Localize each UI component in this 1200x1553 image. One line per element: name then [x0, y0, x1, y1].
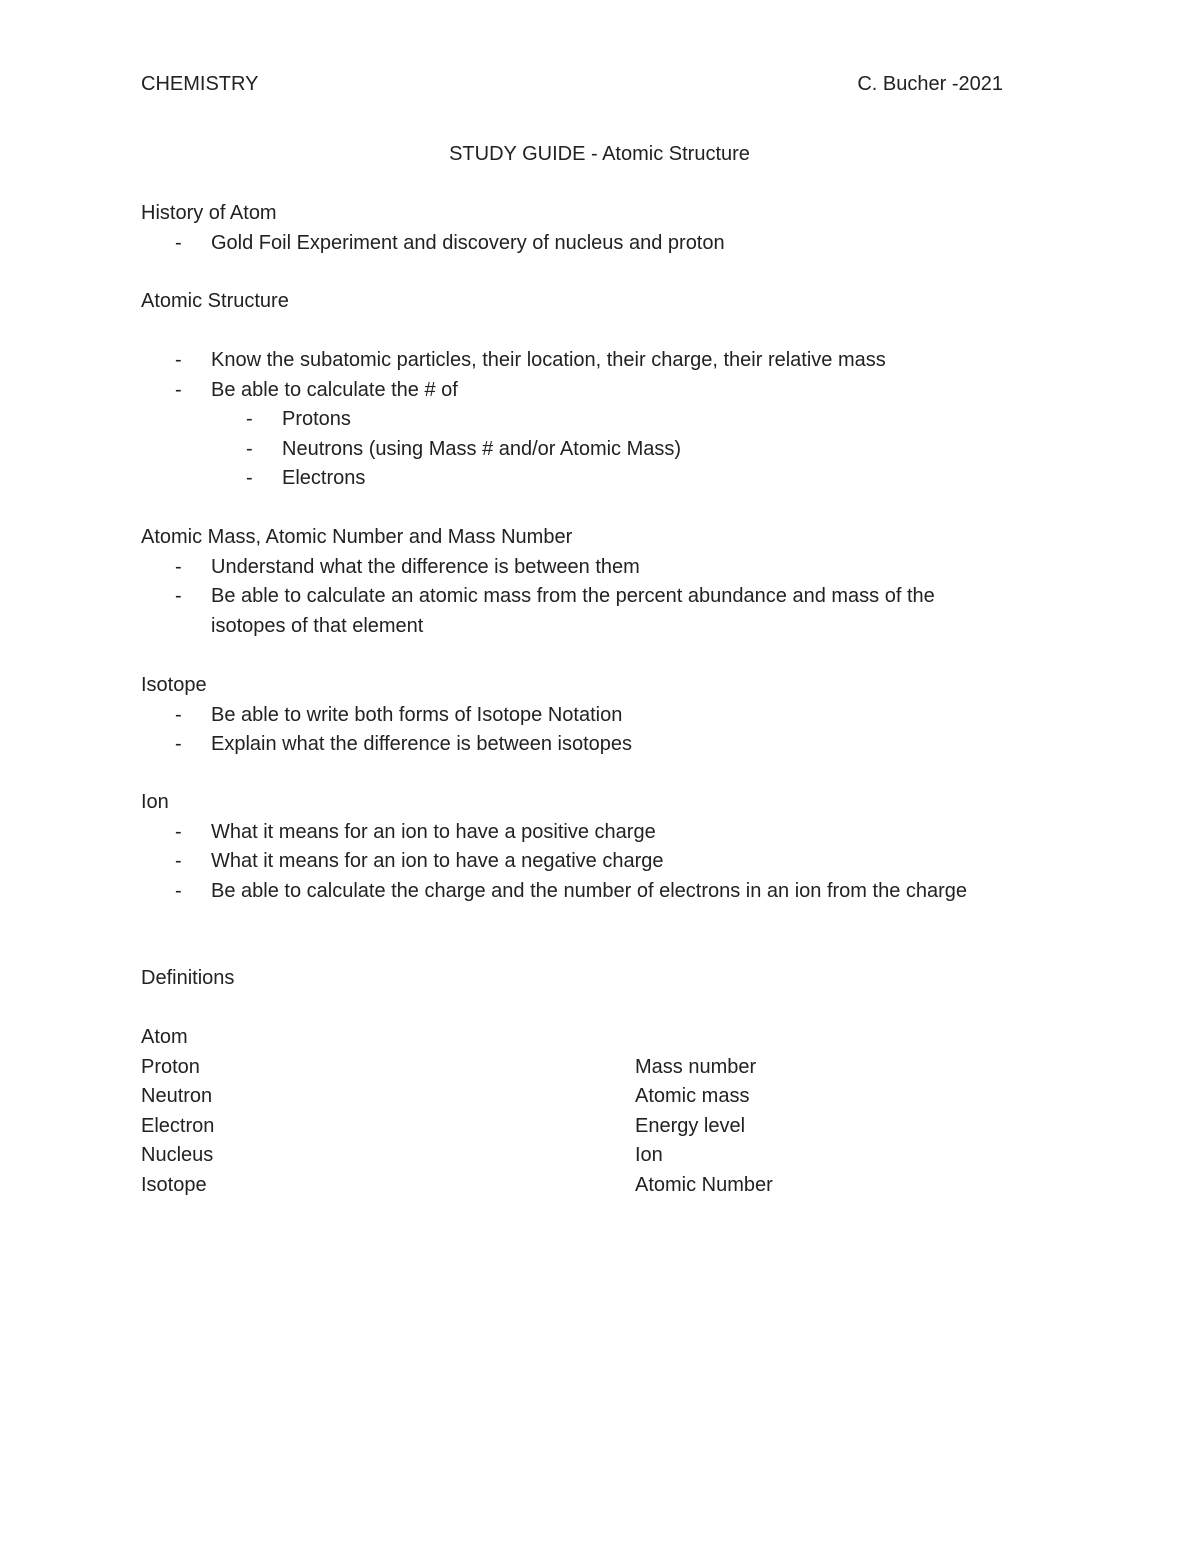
- bullet-dash: -: [175, 378, 182, 401]
- section-heading: History of Atom: [141, 202, 277, 224]
- document-title: STUDY GUIDE - Atomic Structure: [449, 143, 750, 165]
- section-ion: [141, 788, 1021, 906]
- list-item: - Know the subatomic particles, their location, their charge, their relative mass: [141, 346, 1021, 376]
- bullet-dash: -: [246, 437, 253, 460]
- bullet-dash: -: [175, 349, 182, 371]
- mass-list: [141, 553, 1021, 642]
- isotope-list: [141, 701, 1021, 760]
- definition-row: [141, 1053, 1021, 1083]
- definition-term: Isotope: [141, 1173, 207, 1196]
- list-item: - Gold Foil Experiment and discovery of nucleus and proton: [141, 229, 1021, 259]
- sublist-item: - Neutrons (using Mass # and/or Atomic Mass): [141, 435, 1021, 465]
- definition-row: [141, 1141, 1021, 1171]
- list-item: - Understand what the difference is between them: [141, 553, 1021, 583]
- section-heading: Definitions: [141, 967, 235, 989]
- section-definitions: [141, 964, 1021, 994]
- definition-term: Atomic Number: [635, 1173, 773, 1196]
- list-item: - Explain what the difference is between isotopes: [141, 730, 1021, 760]
- definition-row: [141, 1023, 1021, 1053]
- document-page: [141, 70, 1021, 1196]
- section-heading: Isotope: [141, 674, 207, 696]
- list-item: - Be able to write both forms of Isotope Notation: [141, 701, 1021, 731]
- section-heading: Atomic Mass, Atomic Number and Mass Number: [141, 526, 573, 548]
- section-history: [141, 199, 1021, 258]
- ion-list: [141, 818, 1021, 907]
- list-item: - Be able to calculate the charge and the number of electrons in an ion from the charge: [141, 877, 1021, 907]
- definition-row: [141, 1082, 1021, 1112]
- definition-term: Mass number: [635, 1055, 757, 1078]
- bullet-dash: -: [175, 850, 182, 872]
- history-list: [141, 229, 1021, 259]
- author-label: C. Bucher -2021: [857, 73, 1003, 95]
- section-atomic-mass: [141, 523, 1021, 641]
- definitions-list: [141, 1023, 1021, 1200]
- bullet-dash: -: [175, 555, 182, 578]
- section-heading: Atomic Structure: [141, 290, 289, 312]
- list-item: - What it means for an ion to have a positive charge: [141, 818, 1021, 848]
- bullet-dash: -: [175, 820, 182, 843]
- bullet-dash: -: [175, 879, 182, 902]
- bullet-dash: -: [175, 703, 182, 726]
- section-atomic-structure: [141, 287, 1021, 494]
- sublist-item: - Protons: [141, 405, 1021, 435]
- bullet-dash: -: [175, 231, 182, 254]
- list-item: - What it means for an ion to have a negative charge: [141, 847, 1021, 877]
- section-isotope: [141, 671, 1021, 760]
- definition-term: Neutron: [141, 1085, 213, 1107]
- definition-term: Atom: [141, 1026, 188, 1048]
- list-item: - Be able to calculate an atomic mass from the percent abundance and mass of the isotopes of that element: [141, 582, 1021, 641]
- bullet-dash: -: [175, 733, 182, 755]
- bullet-dash: -: [246, 467, 253, 489]
- list-item: - Be able to calculate the # of: [141, 376, 1021, 406]
- definition-term: Energy level: [635, 1114, 746, 1137]
- structure-sublist: [141, 405, 1021, 494]
- structure-list: [141, 346, 1021, 405]
- page-header: [141, 70, 1021, 100]
- subject-label: CHEMISTRY: [141, 73, 259, 95]
- definition-term: Nucleus: [141, 1144, 214, 1166]
- definition-term: Proton: [141, 1055, 200, 1078]
- bullet-dash: -: [175, 585, 182, 607]
- definition-term: Ion: [635, 1144, 663, 1166]
- section-heading: Ion: [141, 791, 169, 813]
- definition-term: Atomic mass: [635, 1085, 750, 1107]
- sublist-item: - Electrons: [141, 464, 1021, 494]
- bullet-dash: -: [246, 408, 253, 430]
- definition-row: [141, 1112, 1021, 1142]
- definition-term: Electron: [141, 1114, 215, 1137]
- definition-row: [141, 1171, 1021, 1201]
